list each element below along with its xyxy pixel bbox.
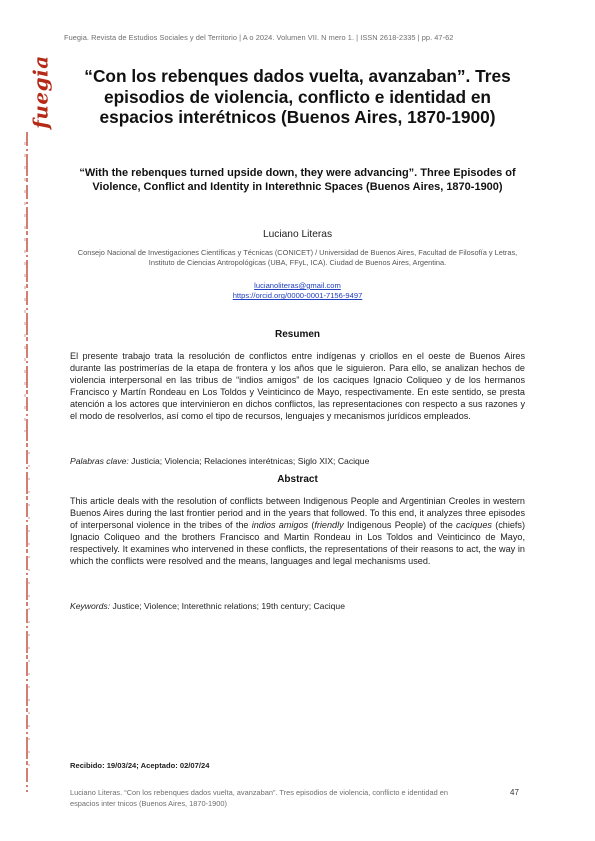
abstract-italic-term: indios amigos [251, 520, 309, 531]
received-accepted-dates: Recibido: 19/03/24; Aceptado: 02/07/24 [70, 761, 210, 770]
resumen-text: El presente trabajo trata la resolución de conflictos entre indígenas y criollos en el oeste de Buenos Aires durante las postrimerías de la etapa de frontera y los años que le siguieron. Para ello, se analizan hechos de violencia interpersonal en las tribus de “indios amigos” de los caciques Ignacio Coliqueo y de los hermanos Francisco y Martín Rondeau en Los Toldos y Veinticinco de Mayo, respectivamente. En este sentido, se presta atención a los actores que intervinieron en dichos conflictos, las representaciones con respecto a sus razones y el modo de resolverlos, así como el tipo de recursos, lenguajes y mecanismos jurídicos empleados. [70, 351, 525, 422]
abstract-italic-term: friendly [314, 520, 344, 531]
keywords-label: Keywords: [70, 601, 111, 611]
journal-logo-strip [14, 32, 53, 802]
abstract-italic-term: caciques [456, 520, 492, 531]
article-title-spanish: “Con los rebenques dados vuelta, avanzaban”. Tres episodios de violencia, conflicto e identidad en espacios interétnicos (Buenos Aires, 1870-1900) [84, 66, 511, 127]
running-header: Fuegia. Revista de Estudios Sociales y del Territorio | A o 2024. Volumen VII. N mero 1. | ISSN 2618-2335 | pp. 47-62 [64, 33, 454, 42]
palabras-clave-label: Palabras clave: [70, 456, 129, 466]
keywords [70, 601, 525, 611]
author-email-link[interactable]: lucianoliteras@gmail.com [254, 281, 341, 290]
abstract-text-part: (chiefs) Ignacio Coliqueo and the brothers Francisco and Martin Rondeau in Los Toldos and Veinticinco de Mayo, respectively. It examines who intervened in these conflicts, the representations of their reasons to act, the way in which the conflicts were resolved and the means, languages and legal mechanisms used. [70, 520, 526, 567]
abstract-text-part: ( [308, 520, 315, 531]
abstract-text-part: Indigenous People) of the [343, 520, 457, 531]
orcid-link[interactable]: https://orcid.org/0000-0001-7156-9497 [232, 291, 363, 301]
fuegia-logo: fuegia [28, 55, 53, 129]
article-title-english: “With the rebenques turned upside down, they were advancing”. Three Episodes of Violence, Conflict and Identity in Interethnic Spaces (Buenos Aires, 1870-1900) [79, 167, 516, 193]
page-number: 47 [510, 788, 519, 797]
footer-citation: Luciano Literas. “Con los rebenques dados vuelta, avanzaban”. Tres episodios de violencia, conflicto e identidad en espacios inter tnicos (Buenos Aires, 1870-1900) [70, 788, 448, 808]
abstract-heading: Abstract [277, 474, 318, 485]
palabras-clave-list: Justicia; Violencia; Relaciones interétnicas; Siglo XIX; Cacique [131, 456, 370, 466]
abstract-text-part: This article deals with the resolution of conflicts between Indigenous People and Argentinian Creoles in western Buenos Aires during the last frontier period and in the years that followed. To this end, it analyzes three episodes of interpersonal violence in the tribes of the [70, 496, 525, 531]
keywords-list: Justice; Violence; Interethnic relations; 19th century; Cacique [112, 601, 345, 611]
author-name: Luciano Literas [262, 229, 333, 240]
abstract-text [70, 495, 525, 567]
palabras-clave [70, 456, 525, 466]
author-affiliation: Consejo Nacional de Investigaciones Científicas y Técnicas (CONICET) / Universidad de Buenos Aires, Facultad de Filosofía y Letras, Instituto de Ciencias Antropológicas (UBA, FFyL, ICA). Ciudad de Buenos Aires, Argentina. [77, 248, 518, 268]
author-links [70, 281, 525, 302]
resumen-heading: Resumen [274, 329, 320, 340]
decorative-red-line [14, 32, 40, 802]
